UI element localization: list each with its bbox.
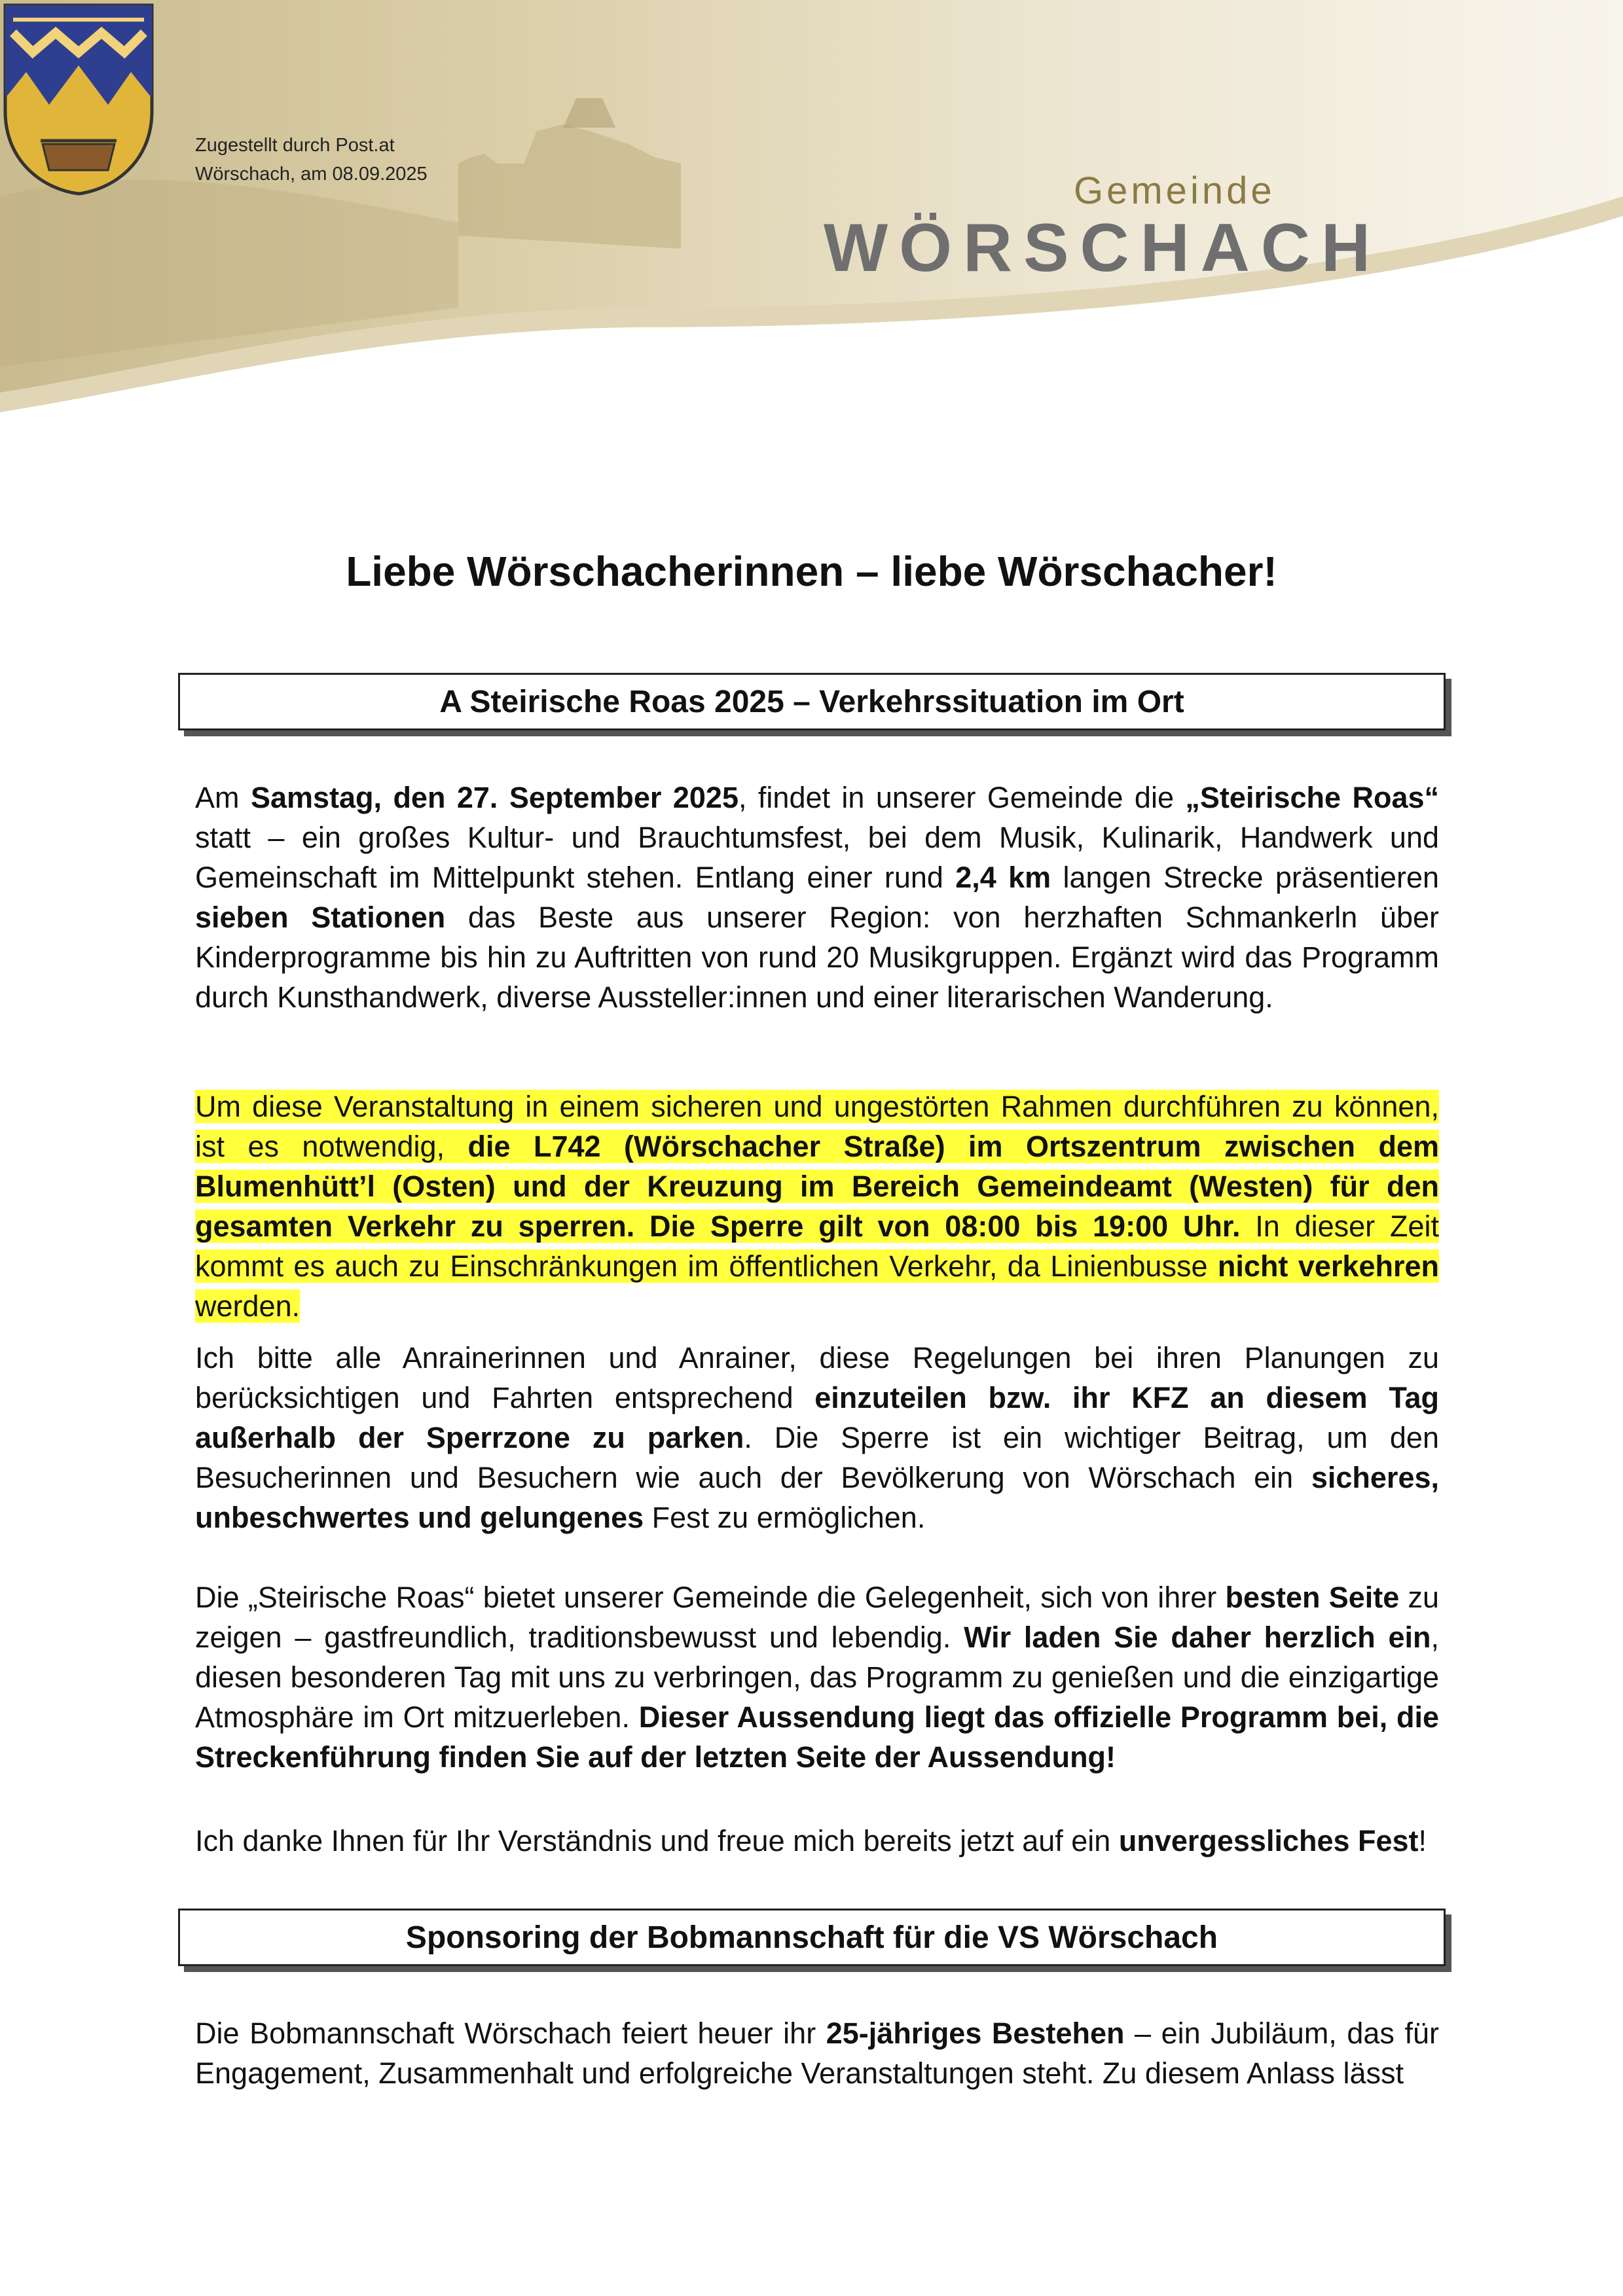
- paragraph-thanks: Ich danke Ihnen für Ihr Verständnis und freue mich bereits jetzt auf ein unvergessliches Fest!: [195, 1824, 1427, 1857]
- paragraph-bob-team: Die Bobmannschaft Wörschach feiert heuer ihr 25-jähriges Bestehen – ein Jubiläum, das für Engagement, Zusammenhalt und erfolgreiche Veranstaltungen steht. Zu diesem Anlass lässt: [195, 2017, 1439, 2090]
- paragraph-event-intro: Am Samstag, den 27. September 2025, findet in unserer Gemeinde die „Steirische Roas“ statt – ein großes Kultur- und Brauchtumsfest, bei dem Musik, Kulinarik, Handwerk und Gemeinschaft im Mittelpunkt stehen. Entlang einer rund 2,4 km langen Strecke präsentieren sieben Stationen das Beste aus unserer Region: von herzhaften Schmankerln über Kinderprogramme bis hin zu Auftritten von rund 20 Musikgruppen. Ergänzt wird das Programm durch Kunsthandwerk, diverse Aussteller:innen und einer literarischen Wanderung.: [195, 781, 1440, 1014]
- greeting-heading: Liebe Wörschacherinnen – liebe Wörschacher!: [346, 548, 1277, 595]
- delivery-info: [195, 131, 428, 188]
- coat-of-arms-icon: [0, 0, 157, 196]
- paragraph-invitation: Die „Steirische Roas“ bietet unserer Gemeinde die Gelegenheit, sich von ihrer besten Seite zu zeigen – gastfreundlich, traditionsbewusst und lebendig. Wir laden Sie daher herzlich ein, diesen besonderen Tag mit uns zu verbringen, das Programm zu genießen und die einzigartige Atmosphäre im Ort mitzuerleben. Dieser Aussendung liegt das offizielle Programm bei, die Streckenführung finden Sie auf der letzten Seite der Aussendung!: [195, 1581, 1439, 1774]
- section-title-box: [178, 673, 1446, 730]
- section-title-box-2: [178, 1909, 1446, 1966]
- section-title-2: Sponsoring der Bobmannschaft für die VS Wörschach: [405, 1920, 1218, 1955]
- section-title: A Steirische Roas 2025 – Verkehrssituation im Ort: [439, 684, 1184, 719]
- place-date-line: Wörschach, am 08.09.2025: [195, 164, 428, 185]
- paragraph-road-closure: Um diese Veranstaltung in einem sicheren und ungestörten Rahmen durchführen zu können, ist es notwendig, die L742 (Wörschacher Straße) im Ortszentrum zwischen dem Blumenhütt’l (Osten) und der Kreuzung im Bereich Gemeindeamt (Westen) für den gesamten Verkehr zu sperren. Die Sperre gilt von 08:00 bis 19:00 Uhr. In dieser Zeit kommt es auch zu Einschränkungen im öffentlichen Verkehr, da Linienbusse nicht verkehren werden.: [195, 1090, 1439, 1323]
- letterhead: [0, 0, 1623, 419]
- gemeinde-label: Gemeinde: [1074, 170, 1275, 212]
- town-name: WÖRSCHACH: [824, 210, 1382, 286]
- paragraph-residents: Ich bitte alle Anrainerinnen und Anrainer, diese Regelungen bei ihren Planungen zu berücksichtigen und Fahrten entsprechend einzuteilen bzw. ihr KFZ an diesem Tag außerhalb der Sperrzone zu parken. Die Sperre ist ein wichtiger Beitrag, um den Besucherinnen und Besuchern wie auch der Bevölkerung von Wörschach ein sicheres, unbeschwertes und gelungenes Fest zu ermöglichen.: [195, 1341, 1439, 1534]
- delivery-line: Zugestellt durch Post.at: [195, 135, 395, 156]
